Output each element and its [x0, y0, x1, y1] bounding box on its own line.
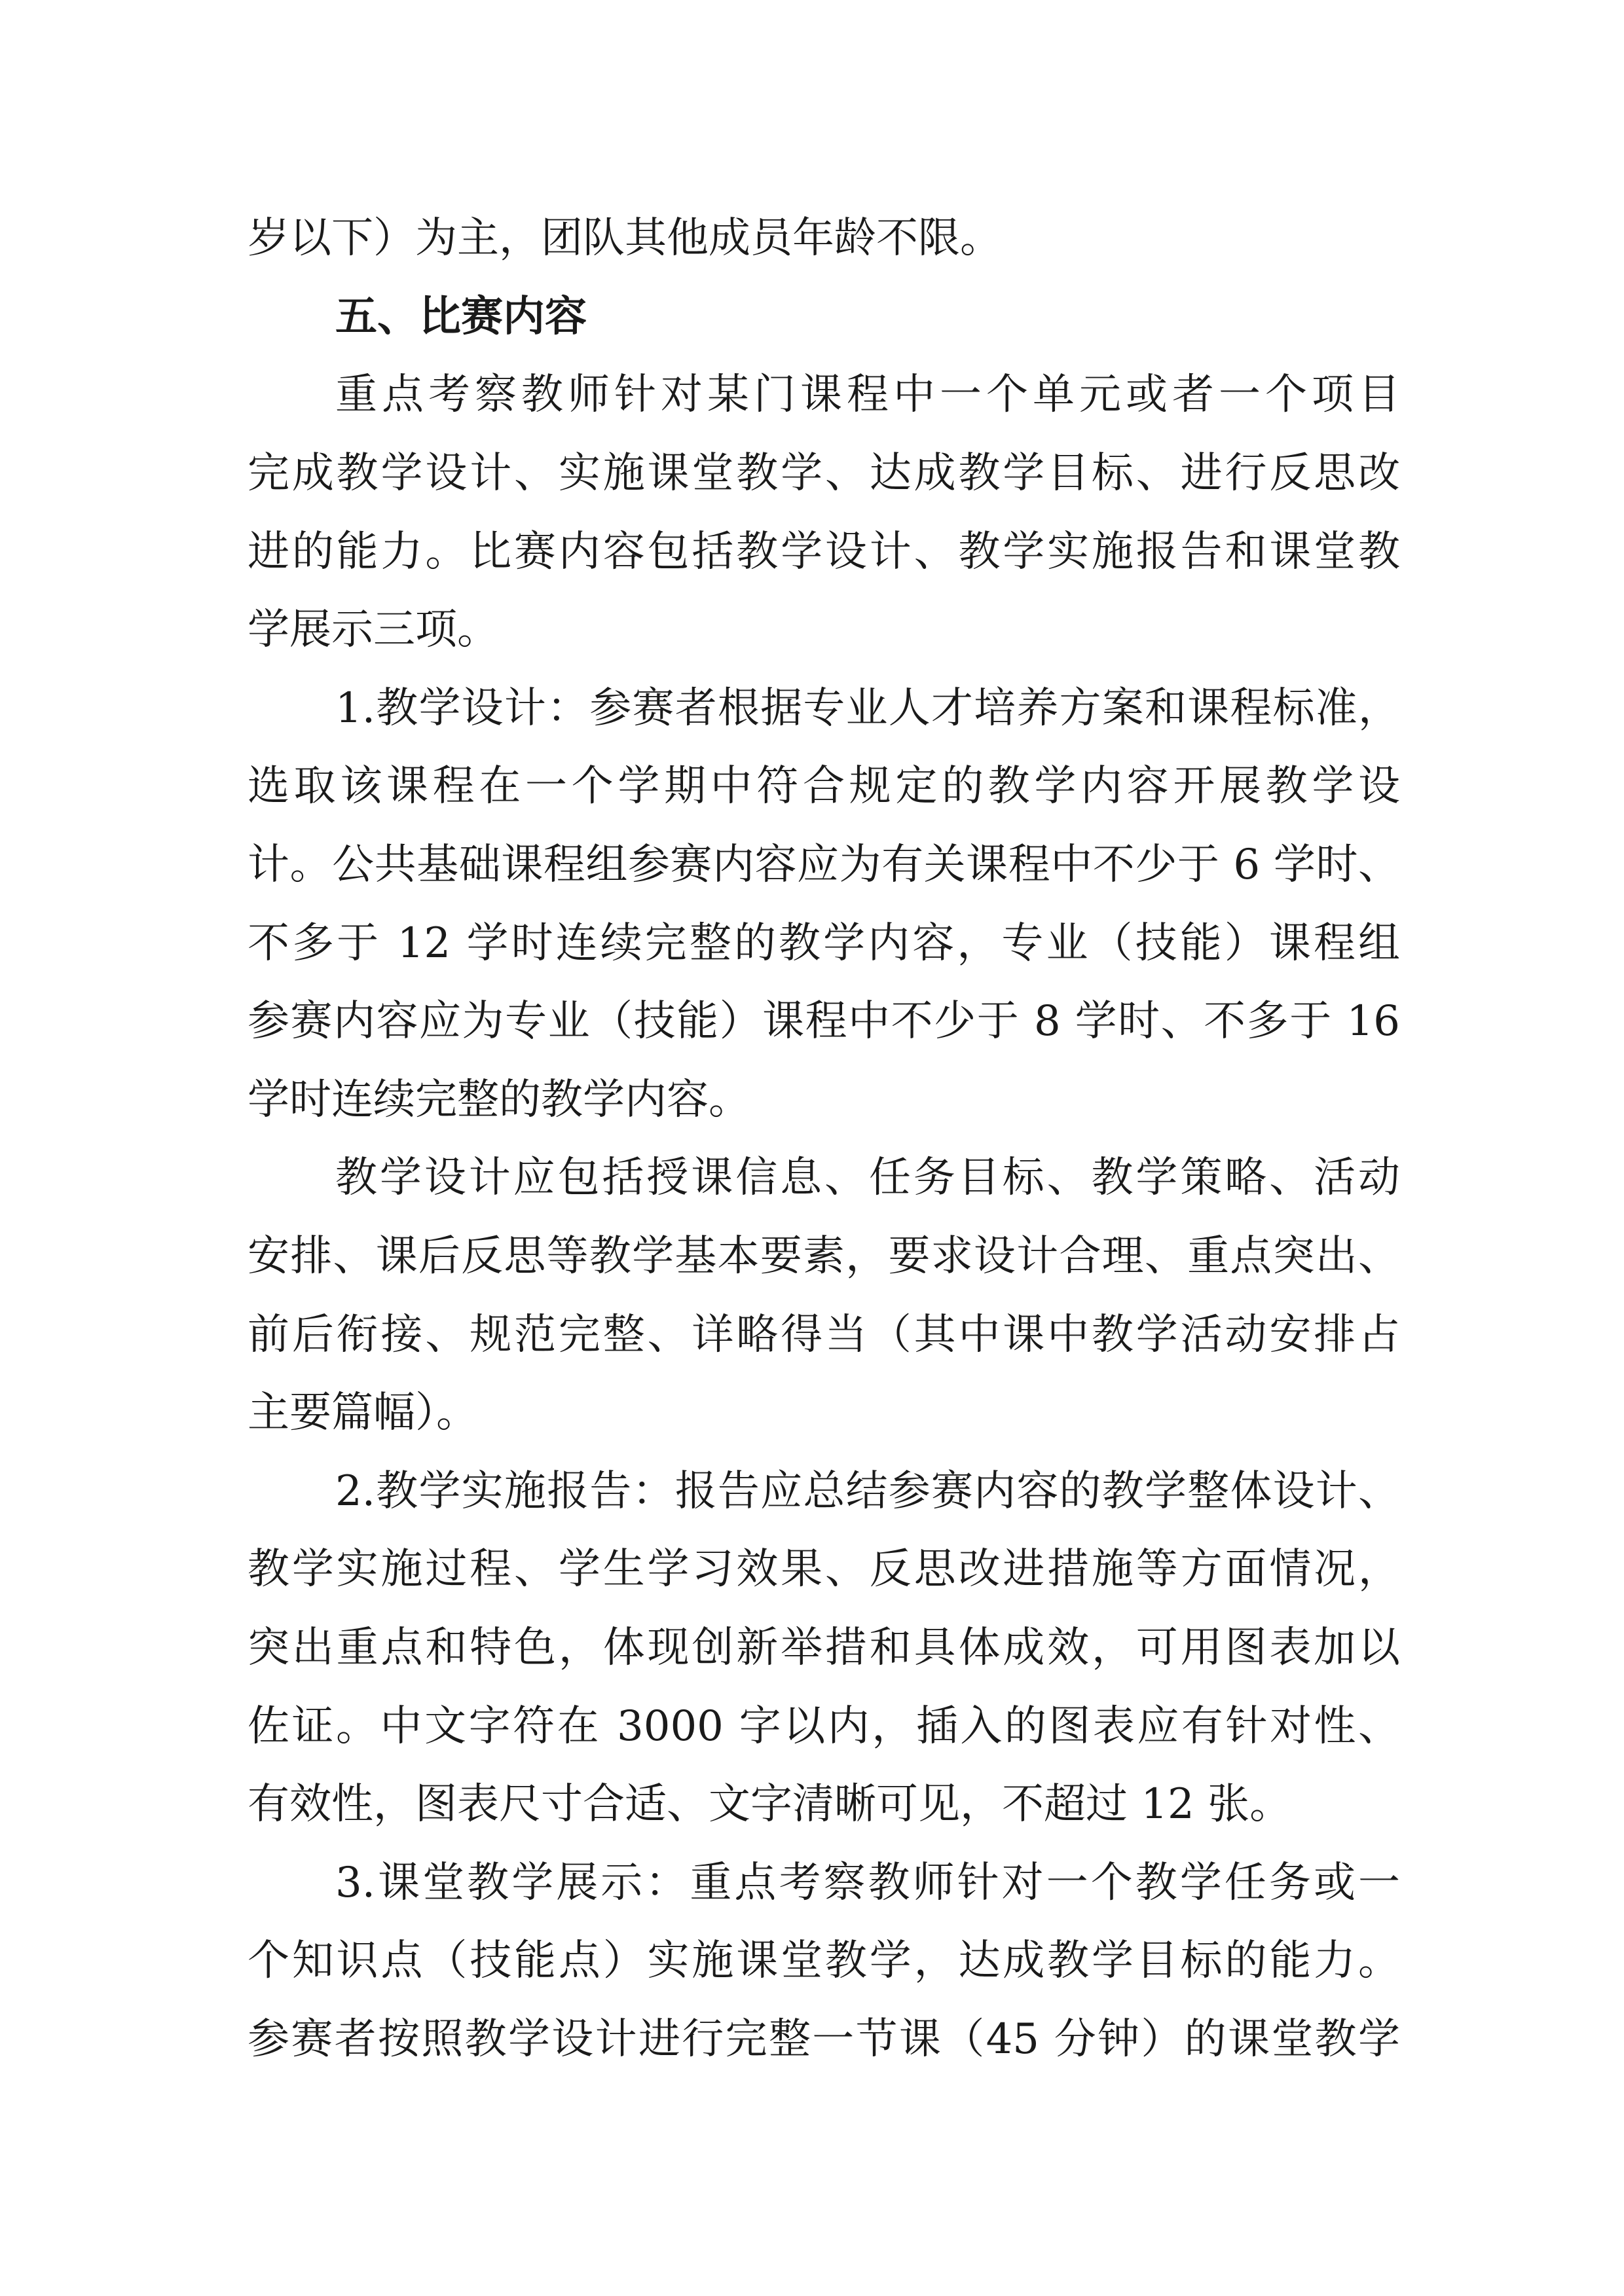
paragraph-line: 佐证。中文字符在 3000 字以内，插入的图表应有针对性、: [248, 1702, 1400, 1751]
paragraph-line: 前后衔接、规范完整、详略得当（其中课中教学活动安排占: [248, 1311, 1400, 1359]
paragraph-line: 计。公共基础课程组参赛内容应为有关课程中不少于 6 学时、: [248, 841, 1400, 889]
section-heading: 五、比赛内容: [335, 293, 587, 341]
paragraph-line: 进的能力。比赛内容包括教学设计、教学实施报告和课堂教: [248, 528, 1400, 576]
paragraph-line: 重点考察教师针对某门课程中一个单元或者一个项目: [335, 371, 1400, 419]
paragraph-line: 个知识点（技能点）实施课堂教学，达成教学目标的能力。: [248, 1937, 1400, 1985]
paragraph-line: 完成教学设计、实施课堂教学、达成教学目标、进行反思改: [248, 449, 1400, 498]
paragraph-line: 不多于 12 学时连续完整的教学内容，专业（技能）课程组: [248, 919, 1400, 968]
paragraph-line: 安排、课后反思等教学基本要素，要求设计合理、重点突出、: [248, 1232, 1400, 1281]
paragraph-line: 3.课堂教学展示：重点考察教师针对一个教学任务或一: [335, 1859, 1400, 1907]
paragraph-line: 2.教学实施报告：报告应总结参赛内容的教学整体设计、: [335, 1467, 1400, 1516]
paragraph-line: 学展示三项。: [248, 606, 499, 654]
paragraph-line: 选取该课程在一个学期中符合规定的教学内容开展教学设: [248, 762, 1400, 811]
paragraph-line: 教学实施过程、学生学习效果、反思改进措施等方面情况，: [248, 1545, 1400, 1594]
paragraph-line: 学时连续完整的教学内容。: [248, 1076, 750, 1124]
paragraph-line: 突出重点和特色，体现创新举措和具体成效，可用图表加以: [248, 1624, 1400, 1672]
paragraph-line: 教学设计应包括授课信息、任务目标、教学策略、活动: [335, 1154, 1400, 1202]
paragraph-line: 岁以下）为主，团队其他成员年龄不限。: [248, 214, 1002, 263]
paragraph-line: 主要篇幅）。: [248, 1389, 478, 1437]
paragraph-line: 参赛者按照教学设计进行完整一节课（45 分钟）的课堂教学: [248, 2015, 1400, 2064]
paragraph-line: 1.教学设计：参赛者根据专业人才培养方案和课程标准，: [335, 684, 1400, 733]
paragraph-line: 参赛内容应为专业（技能）课程中不少于 8 学时、不多于 16: [248, 997, 1400, 1046]
paragraph-line: 有效性，图表尺寸合适、文字清晰可见，不超过 12 张。: [248, 1780, 1292, 1829]
